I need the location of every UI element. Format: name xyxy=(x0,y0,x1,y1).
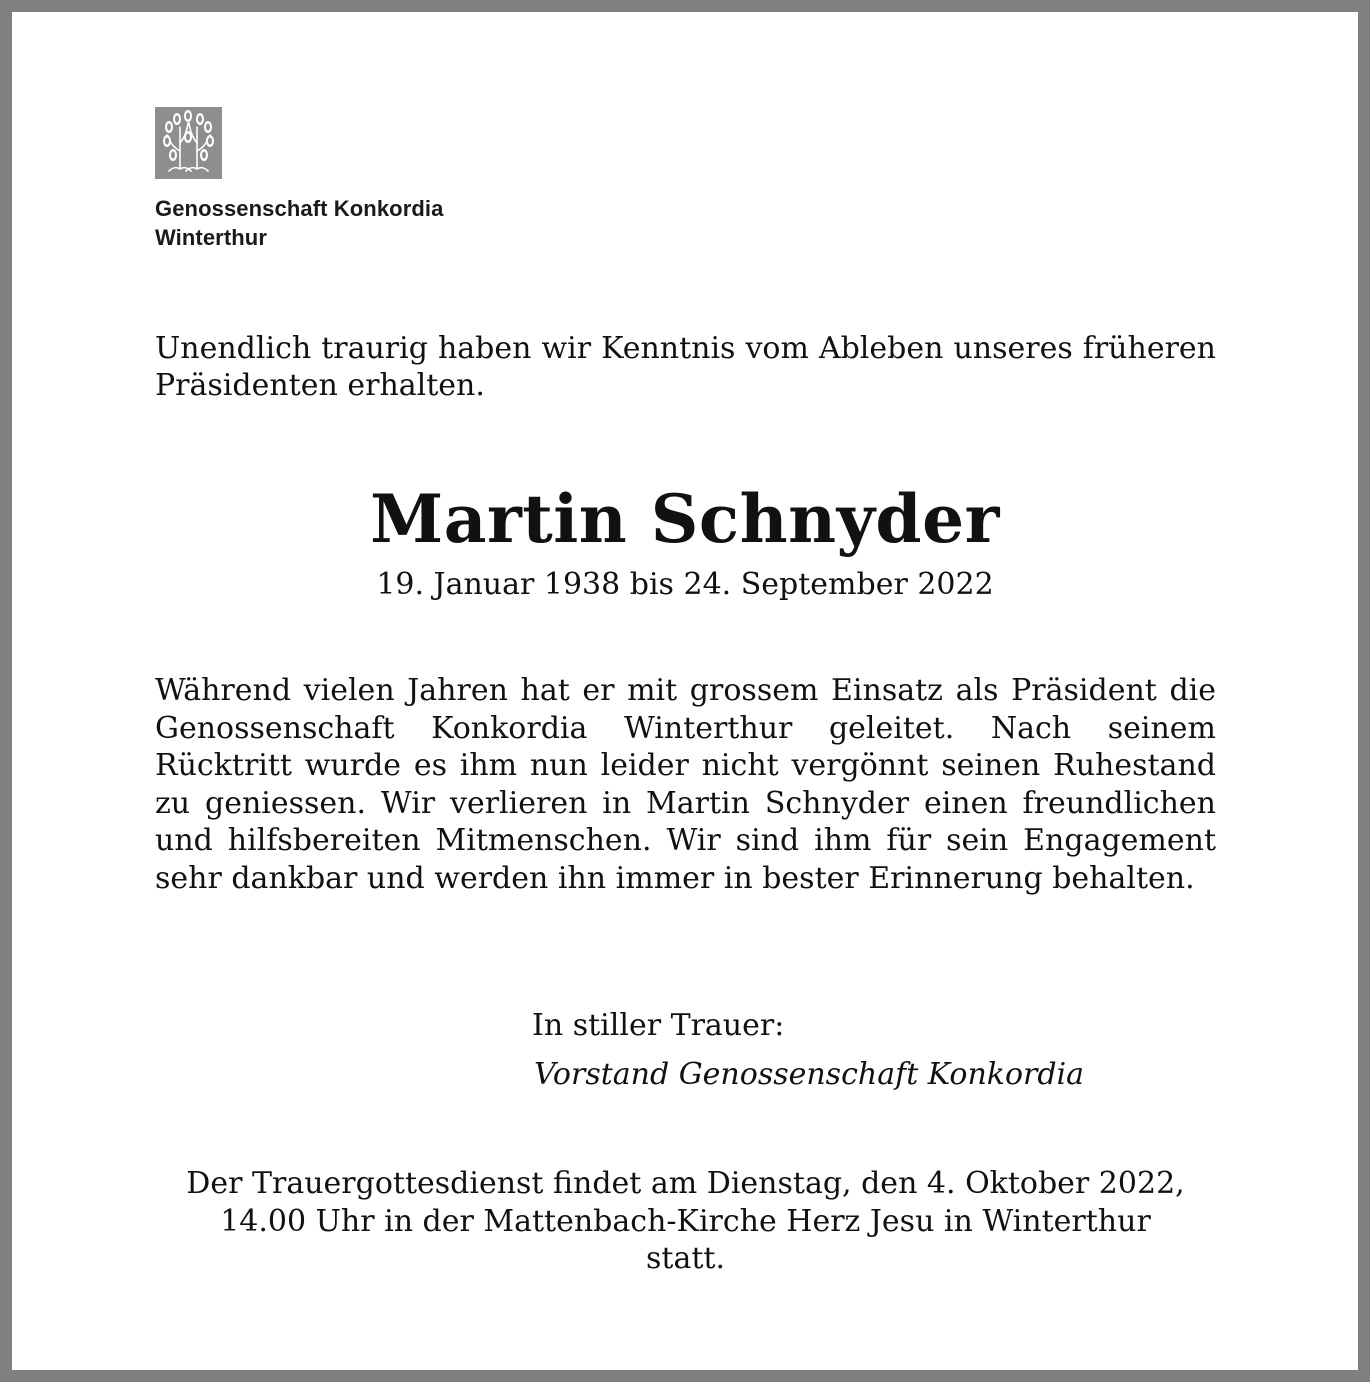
obituary-page xyxy=(12,12,1358,1370)
life-dates: 19. Januar 1938 bis 24. September 2022 xyxy=(376,567,994,602)
organization-name xyxy=(155,194,443,252)
service-line: Der Trauergottesdienst findet am Dienstag, den 4. Oktober 2022, xyxy=(186,1166,1185,1201)
deceased-name: Martin Schnyder xyxy=(370,480,1000,558)
tree-emblem-icon xyxy=(155,107,222,179)
service-line: statt. xyxy=(646,1241,725,1277)
tribute-paragraph: Während vielen Jahren hat er mit grossem Einsatz als Präsident die Genossenschaft Konkordia Winterthur geleitet. Nach seinem Rücktritt wurde es ihm nun leider nicht vergönnt seinen Ruhestand zu geniessen. Wir verlieren in Martin Schnyder einen freundlichen und hilfsbereiten Mitmenschen. Wir sind ihm für sein Engagement sehr dankbar und werden ihn immer in bester Erinnerung behalten. xyxy=(155,673,1216,896)
organization-name-line1: Genossenschaft Konkordia xyxy=(155,196,444,221)
mourning-label: In stiller Trauer: xyxy=(532,1008,785,1043)
funeral-service-info xyxy=(155,1165,1216,1278)
service-line: 14.00 Uhr in der Mattenbach-Kirche Herz Jesu in Winterthur xyxy=(220,1203,1151,1239)
intro-paragraph: Unendlich traurig haben wir Kenntnis vom Ableben unseres früheren Präsidenten erhalten. xyxy=(155,331,1216,403)
organization-name-line2: Winterthur xyxy=(155,225,268,250)
mourning-signature: Vorstand Genossenschaft Konkordia xyxy=(534,1057,1085,1092)
